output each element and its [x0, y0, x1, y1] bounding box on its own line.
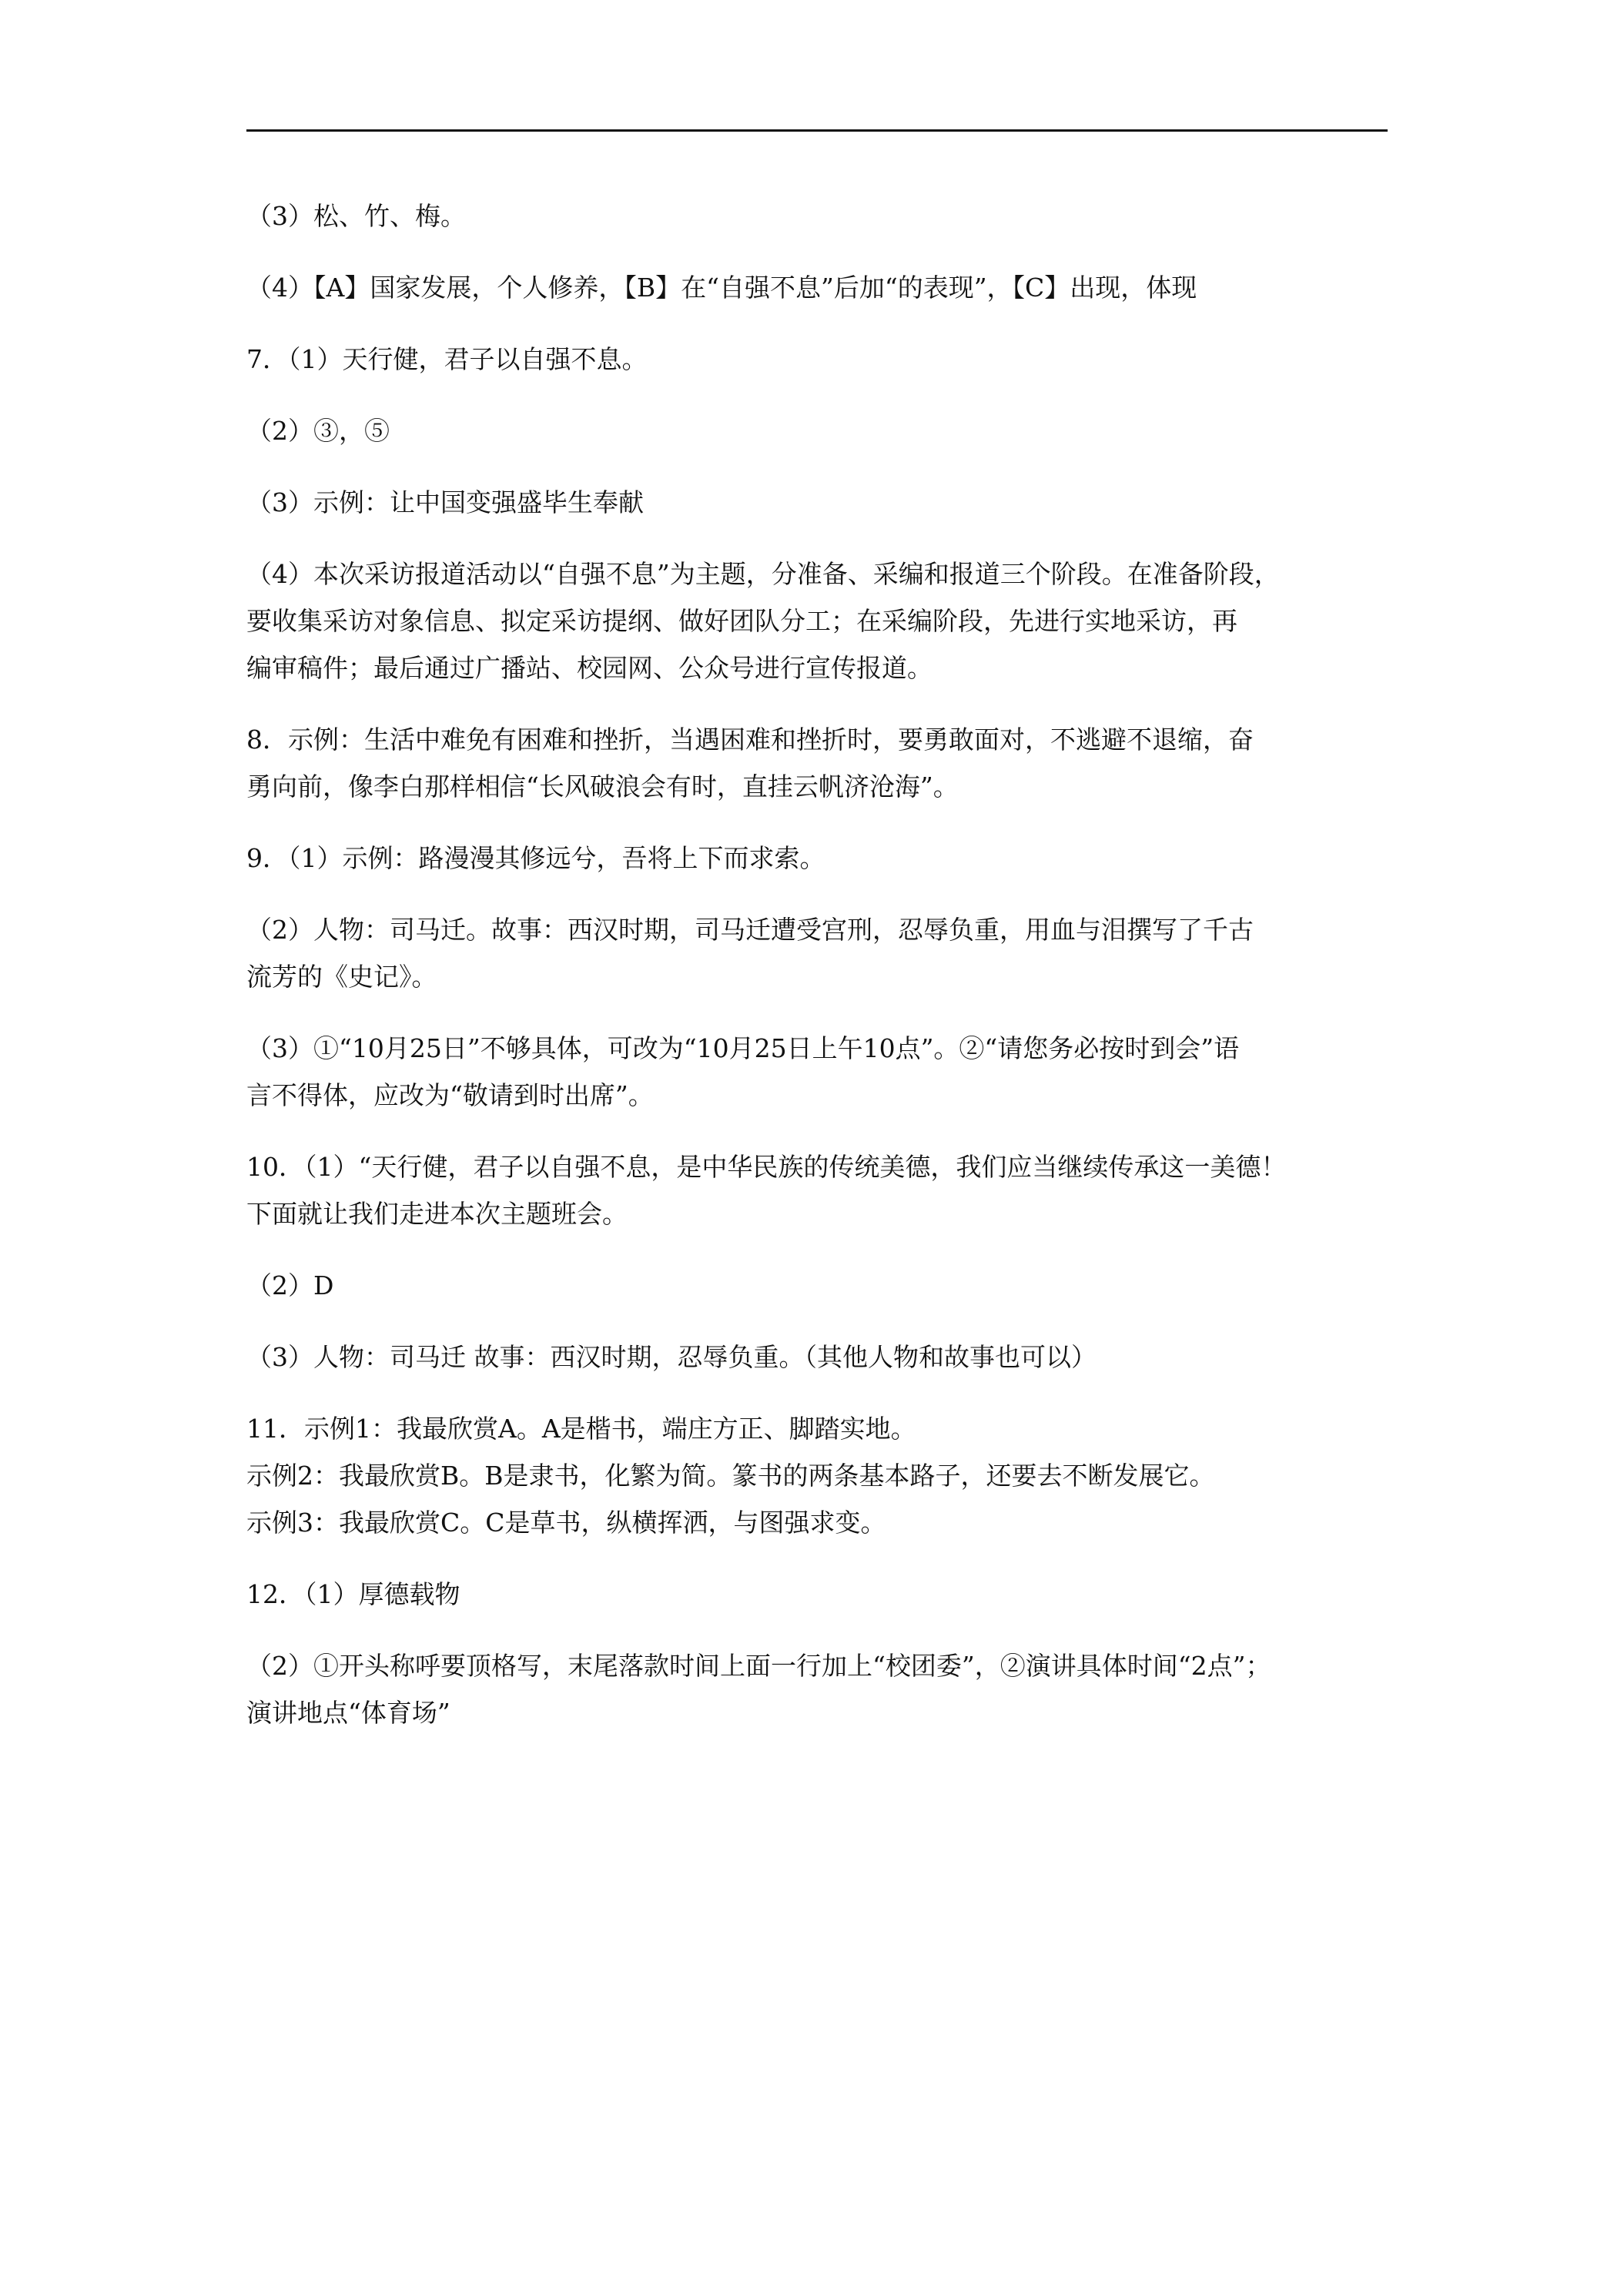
text-line: 11．示例1：我最欣赏A。A是楷书，端庄方正、脚踏实地。 [246, 1414, 916, 1444]
answer-paragraph [246, 1571, 1401, 1618]
text-line: 言不得体，应改为“敬请到时出席”。 [246, 1080, 654, 1110]
answer-paragraph [246, 1262, 1401, 1309]
text-line: 流芳的《史记》。 [246, 962, 437, 992]
text-line: （2）③，⑤ [246, 416, 390, 446]
text-line: （2）D [246, 1270, 334, 1300]
answer-paragraph [246, 407, 1401, 454]
answer-paragraph [246, 716, 1401, 810]
answer-paragraph [246, 192, 1401, 239]
text-line: 下面就让我们走进本次主题班会。 [246, 1199, 628, 1229]
answer-paragraph [246, 1452, 1401, 1499]
answer-paragraph [246, 1334, 1401, 1381]
text-line: （2）①开头称呼要顶格写，末尾落款时间上面一行加上“校团委”，②演讲具体时间“2点”； [246, 1651, 1271, 1681]
text-line: 9．（1）示例：路漫漫其修远兮，吾将上下而求索。 [246, 843, 825, 873]
text-line: 示例3：我最欣赏C。C是草书，纵横挥洒，与图强求变。 [246, 1508, 886, 1538]
text-line: 示例2：我最欣赏B。B是隶书，化繁为简。篆书的两条基本路子，还要去不断发展它。 [246, 1461, 1215, 1491]
answer-content [246, 192, 1401, 1761]
text-line: （4）本次采访报道活动以“自强不息”为主题，分准备、采编和报道三个阶段。在准备阶段， [246, 559, 1280, 589]
text-line: （2）人物：司马迁。故事：西汉时期，司马迁遭受宫刑，忍辱负重，用血与泪撰写了千古 [246, 915, 1254, 945]
answer-paragraph [246, 1499, 1401, 1546]
answer-paragraph [246, 336, 1401, 383]
text-line: 勇向前，像李白那样相信“长风破浪会有时，直挂云帆济沧海”。 [246, 771, 959, 802]
text-line: （3）示例：让中国变强盛毕生奉献 [246, 487, 644, 517]
answer-paragraph [246, 1143, 1401, 1237]
answer-paragraph [246, 551, 1401, 691]
answer-paragraph [246, 906, 1401, 1000]
text-line: （4）【A】国家发展，个人修养，【B】在“自强不息”后加“的表现”，【C】出现，体现 [246, 273, 1197, 303]
text-line: 10．（1）“天行健，君子以自强不息，是中华民族的传统美德，我们应当继续传承这一美德！ [246, 1152, 1287, 1182]
text-line: 编审稿件；最后通过广播站、校园网、公众号进行宣传报道。 [246, 653, 933, 683]
text-line: 8．示例：生活中难免有困难和挫折，当遇困难和挫折时，要勇敢面对，不逃避不退缩，奋 [246, 725, 1254, 755]
answer-paragraph [246, 479, 1401, 526]
answer-paragraph [246, 1405, 1401, 1452]
answer-paragraph [246, 264, 1401, 311]
text-line: 7．（1）天行健，君子以自强不息。 [246, 344, 648, 374]
header-rule [246, 129, 1388, 132]
answer-paragraph [246, 835, 1401, 882]
text-line: （3）人物：司马迁 故事：西汉时期，忍辱负重。（其他人物和故事也可以） [246, 1342, 1097, 1372]
answer-paragraph [246, 1642, 1401, 1736]
text-line: （3）①“10月25日”不够具体，可改为“10月25日上午10点”。②“请您务必按时到会”语 [246, 1033, 1240, 1063]
text-line: （3）松、竹、梅。 [246, 201, 466, 231]
answer-paragraph [246, 1025, 1401, 1119]
text-line: 演讲地点“体育场” [246, 1698, 450, 1728]
text-line: 要收集采访对象信息、拟定采访提纲、做好团队分工；在采编阶段，先进行实地采访，再 [246, 606, 1237, 636]
text-line: 12．（1）厚德载物 [246, 1579, 460, 1609]
